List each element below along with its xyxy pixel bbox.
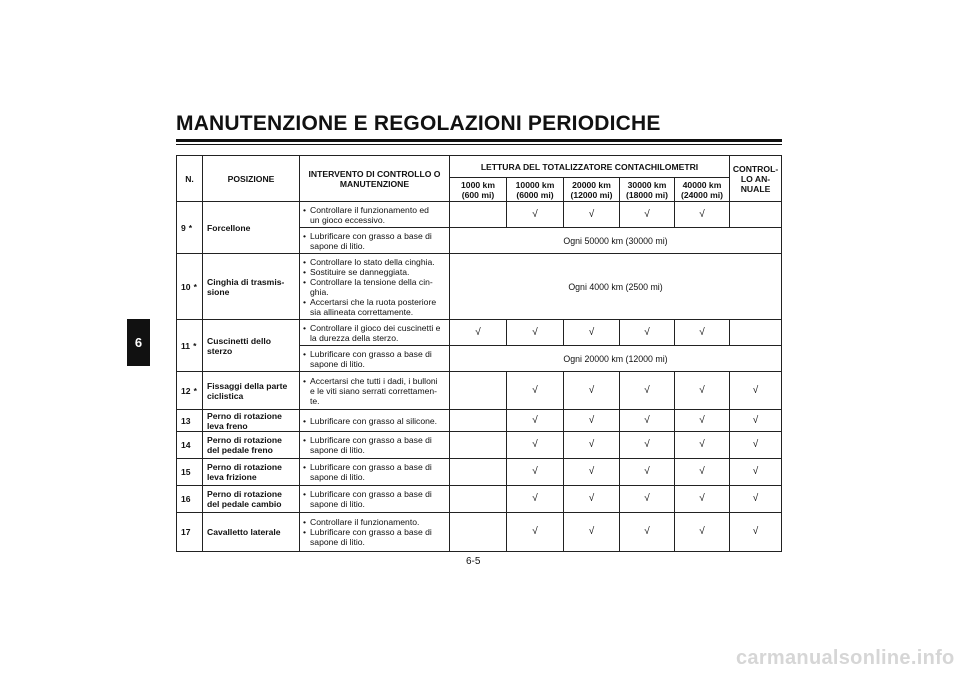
check-mark-icon: √ [620,486,675,513]
action-description [300,254,450,320]
row-number-label: 13 [181,415,191,426]
action-line: te. [310,395,320,406]
check-mark-icon: √ [507,410,564,432]
table-row [177,202,782,228]
action-description [300,202,450,228]
bullet-icon: • [303,230,307,241]
position-label: Cinghia di trasmis- sione [203,254,300,320]
bullet-icon: • [303,527,307,537]
action-line: un gioco eccessivo. [310,214,385,225]
bullet-icon [303,472,310,482]
check-mark-icon: √ [507,513,564,552]
check-mark-icon: √ [675,486,730,513]
action-line: Lubrificare con grasso a base di [310,527,432,537]
check-mark-icon: √ [507,320,564,346]
check-mark-icon: √ [730,513,782,552]
interval-header [450,178,507,202]
check-mark-icon: √ [730,410,782,432]
maintenance-table [176,155,782,552]
check-mark-icon: √ [507,202,564,228]
action-line: e le viti siano serrati correttamen- [310,385,438,396]
asterisk-mark: * [188,222,193,233]
interval-mi: (6000 mi) [516,189,554,200]
bullet-icon: • [303,375,307,386]
interval-note: Ogni 4000 km (2500 mi) [450,254,782,320]
check-mark-icon: √ [564,432,620,459]
action-line: Sostituire se danneggiata. [310,266,410,277]
check-mark-icon: √ [564,513,620,552]
bullet-icon: • [303,348,307,359]
action-line: Controllare il funzionamento ed [310,204,429,215]
row-number [177,254,203,320]
action-description [300,410,450,432]
check-mark-icon: √ [620,202,675,228]
bullet-icon: • [303,415,307,426]
action-description [300,486,450,513]
check-mark-icon: √ [675,513,730,552]
row-number-label: 9 [181,222,186,233]
row-number-label: 14 [181,440,191,450]
position-label: Perno di rotazione leva frizione [203,459,300,486]
interval-mi: (18000 mi) [625,189,669,200]
interval-mi: (600 mi) [461,189,495,200]
bullet-icon [303,499,310,509]
action-line: Lubrificare con grasso a base di [310,230,432,241]
interval-header [675,178,730,202]
position-label: Cuscinetti dello sterzo [203,320,300,372]
bullet-icon: • [303,462,307,472]
table-row [177,410,782,432]
action-description [300,346,450,372]
empty-cell [450,432,507,459]
position-label: Forcellone [203,202,300,254]
check-mark-icon: √ [730,459,782,486]
bullet-icon [303,307,310,317]
bullet-icon: • [303,256,307,267]
empty-cell [730,202,782,228]
action-description [300,459,450,486]
interval-header [507,178,564,202]
empty-cell [450,202,507,228]
interval-note: Ogni 20000 km (12000 mi) [450,346,782,372]
check-mark-icon: √ [507,486,564,513]
check-mark-icon: √ [564,410,620,432]
action-description [300,372,450,410]
bullet-icon [303,215,310,225]
empty-cell [450,459,507,486]
action-line: la durezza della sterzo. [310,332,399,343]
check-mark-icon: √ [564,202,620,228]
action-line: Lubrificare con grasso a base di [310,462,432,472]
check-mark-icon: √ [620,432,675,459]
row-number-label: 10 [181,281,191,292]
check-mark-icon: √ [730,432,782,459]
header-position: POSIZIONE [203,156,300,202]
action-line: sia allineata correttamente. [310,306,414,317]
check-mark-icon: √ [675,459,730,486]
interval-km: 10000 km [515,179,555,190]
row-number [177,410,203,432]
position-label: Fissaggi della parte ciclistica [203,372,300,410]
action-line: Controllare la tensione della cin- [310,276,433,287]
position-label: Perno di rotazione del pedale freno [203,432,300,459]
table-row [177,254,782,320]
watermark-logo: carmanualsonline.info [736,647,955,669]
table-row [177,513,782,552]
check-mark-icon: √ [564,459,620,486]
table-row [177,320,782,346]
header-odometer: LETTURA DEL TOTALIZZATORE CONTACHILOMETRI [450,156,730,178]
title-underline [176,139,782,142]
interval-km: 40000 km [682,179,722,190]
action-line: sapone di litio. [310,499,365,509]
bullet-icon [303,445,310,455]
position-label: Perno di rotazione leva freno [203,410,300,432]
row-number [177,202,203,254]
bullet-icon: • [303,276,307,287]
empty-cell [450,513,507,552]
bullet-icon [303,241,310,251]
row-number [177,432,203,459]
action-line: sapone di litio. [310,537,365,547]
action-line: Lubrificare con grasso a base di [310,435,432,445]
asterisk-mark: * [193,281,197,292]
table-row [177,432,782,459]
check-mark-icon: √ [450,320,507,346]
action-line: Controllare il funzionamento. [310,517,420,527]
interval-mi: (24000 mi) [680,189,724,200]
action-line: Lubrificare con grasso a base di [310,348,432,359]
check-mark-icon: √ [730,486,782,513]
check-mark-icon: √ [620,372,675,410]
row-number [177,372,203,410]
action-description [300,513,450,552]
check-mark-icon: √ [675,432,730,459]
interval-mi: (12000 mi) [570,189,613,200]
position-label: Cavalletto laterale [203,513,300,552]
check-mark-icon: √ [675,202,730,228]
check-mark-icon: √ [730,372,782,410]
page-title: MANUTENZIONE E REGOLAZIONI PERIODICHE [176,112,661,135]
action-line: Lubrificare con grasso al silicone. [310,415,438,426]
check-mark-icon: √ [507,372,564,410]
header-action: INTERVENTO DI CONTROLLO O MANUTENZIONE [300,156,450,202]
check-mark-icon: √ [564,486,620,513]
row-number [177,320,203,372]
interval-km: 1000 km [461,179,495,190]
row-number [177,486,203,513]
row-number [177,459,203,486]
empty-cell [730,320,782,346]
check-mark-icon: √ [507,432,564,459]
check-mark-icon: √ [620,459,675,486]
asterisk-mark: * [193,385,197,396]
row-number [177,513,203,552]
header-annual: CONTROL- LO AN- NUALE [730,156,782,202]
empty-cell [450,372,507,410]
check-mark-icon: √ [564,320,620,346]
action-line: Controllare lo stato della cinghia. [310,256,435,267]
bullet-icon: • [303,266,307,277]
bullet-icon: • [303,435,307,445]
action-line: Controllare il gioco dei cuscinetti e [310,322,441,333]
bullet-icon: • [303,322,307,333]
bullet-icon: • [303,489,307,499]
action-description [300,228,450,254]
action-line: Accertarsi che tutti i dadi, i bulloni [310,375,438,386]
interval-km: 20000 km [572,179,611,190]
bullet-icon [303,396,310,406]
table-row [177,372,782,410]
position-label: Perno di rotazione del pedale cambio [203,486,300,513]
bullet-icon: • [303,517,307,527]
interval-header [620,178,675,202]
action-line: sapone di litio. [310,358,365,369]
table-row [177,459,782,486]
page-number: 6-5 [466,556,481,567]
action-description [300,320,450,346]
bullet-icon [303,287,310,297]
empty-cell [450,486,507,513]
row-number-label: 12 [181,385,191,396]
header-n: N. [177,156,203,202]
row-number-label: 15 [181,467,191,477]
action-line: sapone di litio. [310,472,365,482]
check-mark-icon: √ [620,320,675,346]
bullet-icon [303,386,310,396]
action-line: Lubrificare con grasso a base di [310,489,432,499]
check-mark-icon: √ [675,410,730,432]
asterisk-mark: * [193,340,197,351]
chapter-tab: 6 [127,319,150,366]
table-row [177,486,782,513]
interval-note: Ogni 50000 km (30000 mi) [450,228,782,254]
interval-km: 30000 km [627,179,667,190]
action-line: Accertarsi che la ruota posteriore [310,296,437,307]
bullet-icon: • [303,204,307,215]
action-line: sapone di litio. [310,445,365,455]
check-mark-icon: √ [620,410,675,432]
check-mark-icon: √ [620,513,675,552]
action-line: ghia. [310,286,329,297]
check-mark-icon: √ [675,372,730,410]
action-line: sapone di litio. [310,240,365,251]
title-underline-thin [176,144,782,145]
check-mark-icon: √ [564,372,620,410]
bullet-icon [303,359,310,369]
empty-cell [450,410,507,432]
action-description [300,432,450,459]
row-number-label: 11 [181,340,191,351]
row-number-label: 17 [181,527,191,537]
bullet-icon [303,537,310,547]
row-number-label: 16 [181,494,191,504]
bullet-icon: • [303,296,307,307]
bullet-icon [303,333,310,343]
interval-header [564,178,620,202]
check-mark-icon: √ [507,459,564,486]
check-mark-icon: √ [675,320,730,346]
